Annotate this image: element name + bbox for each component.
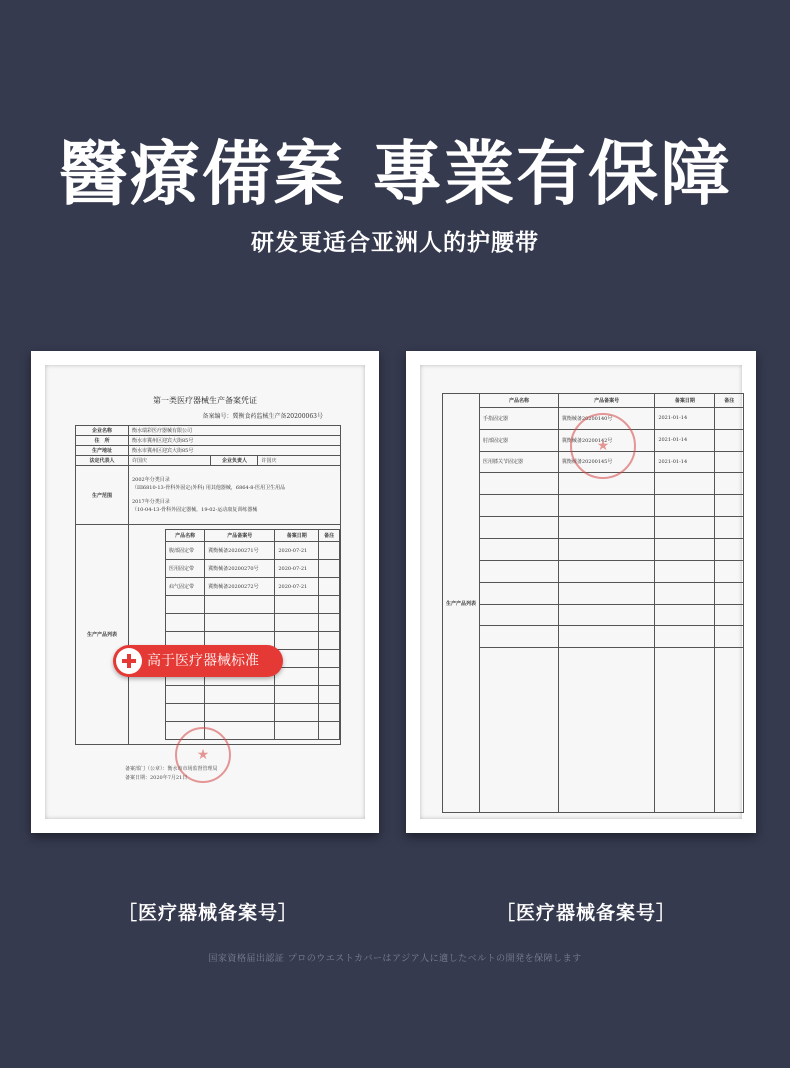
product-note xyxy=(319,578,340,596)
col-header: 产品名称 xyxy=(480,394,559,408)
col-header: 产品名称 xyxy=(166,530,205,542)
col-header: 备注 xyxy=(319,530,340,542)
product-date: 2021-01-14 xyxy=(655,429,715,451)
row-label: 住 所 xyxy=(76,436,129,446)
product-note xyxy=(715,407,744,429)
product-name: 手指固定器 xyxy=(480,407,559,429)
left-certificate-frame xyxy=(31,351,379,833)
row-value: 衡水瑞彩医疗器械有限公司 xyxy=(129,426,341,436)
medical-cross-icon xyxy=(116,648,142,674)
product-no: 冀衡械备20200142号 xyxy=(558,429,654,451)
product-date: 2020-07-21 xyxy=(275,560,319,578)
product-note xyxy=(715,451,744,473)
legal-rep-value: 许国庆 xyxy=(129,456,211,466)
scope-cell xyxy=(129,466,341,525)
row-label: 生产地址 xyxy=(76,446,129,456)
product-name: 疝气固定带 xyxy=(166,578,205,596)
right-certificate-paper xyxy=(420,365,742,819)
products-table xyxy=(165,529,340,740)
certificate-footer xyxy=(125,765,218,783)
product-note xyxy=(715,429,744,451)
scope-label: 生产范围 xyxy=(76,466,129,525)
certificate-reg-no: 备案编号：冀衡食药监械生产备20200063号 xyxy=(202,413,323,420)
standard-badge xyxy=(113,645,283,677)
table-row xyxy=(166,560,340,578)
col-header: 产品备案号 xyxy=(558,394,654,408)
product-no: 冀衡械备20200271号 xyxy=(205,542,275,560)
red-seal-stamp xyxy=(570,413,636,479)
products-label: 生产产品列表 xyxy=(76,525,129,745)
product-no: 冀衡械备20200272号 xyxy=(205,578,275,596)
col-header: 备案日期 xyxy=(275,530,319,542)
product-no: 冀衡械备20200145号 xyxy=(558,451,654,473)
products-cell xyxy=(129,525,341,745)
product-date: 2021-01-14 xyxy=(655,407,715,429)
product-date: 2021-01-14 xyxy=(655,451,715,473)
product-date: 2020-07-21 xyxy=(275,578,319,596)
manager-label: 企业负责人 xyxy=(211,456,258,466)
col-header: 备案日期 xyxy=(655,394,715,408)
certificate-title: 第一类医疗器械生产备案凭证 xyxy=(153,396,257,405)
row-label: 企业名称 xyxy=(76,426,129,436)
product-name: 肘部固定器 xyxy=(480,429,559,451)
issuer-text: 备案部门（公章）：衡水市市场监督管理局 xyxy=(125,766,218,772)
row-value: 衡水市冀州区迎宾大街85号 xyxy=(129,436,341,446)
col-header: 备注 xyxy=(715,394,744,408)
table-row xyxy=(166,542,340,560)
product-name: 医用固定带 xyxy=(166,560,205,578)
product-date: 2020-07-21 xyxy=(275,542,319,560)
issue-date: 备案日期：2020年7月21日 xyxy=(125,775,188,781)
product-name: 医用膝关节固定器 xyxy=(480,451,559,473)
product-no: 冀衡械备20200270号 xyxy=(205,560,275,578)
product-note xyxy=(319,542,340,560)
subtitle: 研发更适合亚洲人的护腰带 xyxy=(251,230,539,256)
left-certificate-paper xyxy=(45,365,365,819)
scope-line: 2002年分类目录 xyxy=(132,477,170,483)
table-row xyxy=(166,578,340,596)
disclaimer-text: 国家資格届出認証 プロのウエストカバーはアジア人に適したベルトの開発を保障します xyxy=(208,954,582,964)
manager-value: 许国庆 xyxy=(258,456,341,466)
row-value: 衡水市冀州区迎宾大街85号 xyxy=(129,446,341,456)
scope-line: 2017年分类目录 xyxy=(132,499,170,505)
legal-rep-label: 法定代表人 xyxy=(76,456,129,466)
badge-label: 高于医疗器械标准 xyxy=(147,653,259,669)
scope-line: （10-04-13-骨科外固定器械，19-02-运动康复训练器械 xyxy=(132,507,258,513)
product-no: 冀衡械备20200140号 xyxy=(558,407,654,429)
certificate-table xyxy=(75,425,341,745)
side-label: 生产产品列表 xyxy=(443,394,480,813)
product-name: 腹部固定带 xyxy=(166,542,205,560)
scope-line: （III6810-13-骨科外固定(外科) 用其他器械，6864-8-医用卫生用品 xyxy=(132,485,286,491)
headline: 醫療備案 專業有保障 xyxy=(57,133,733,215)
col-header: 产品备案号 xyxy=(205,530,275,542)
left-caption: ［医疗器械备案号］ xyxy=(118,902,299,924)
right-caption: ［医疗器械备案号］ xyxy=(496,902,677,924)
right-certificate-frame xyxy=(406,351,756,833)
product-note xyxy=(319,560,340,578)
